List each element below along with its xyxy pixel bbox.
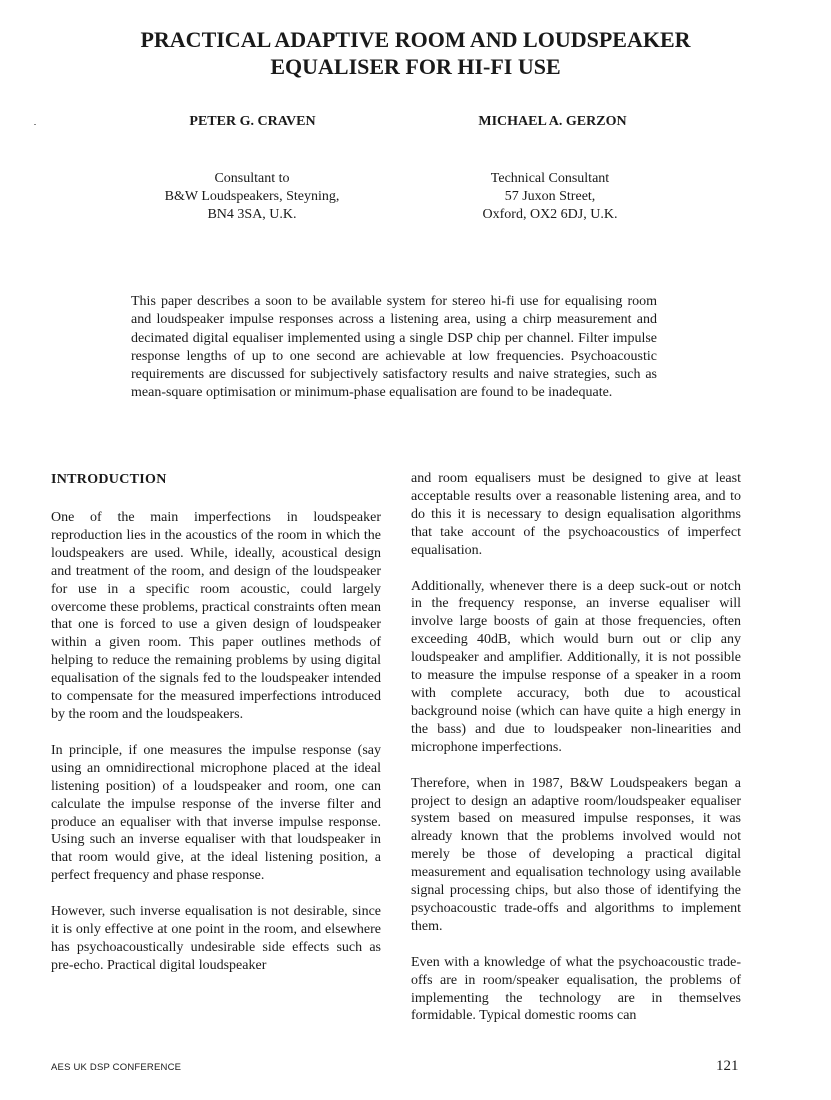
body-paragraph: One of the main imperfections in loudspeaker reproduction lies in the acoustics of the room in which the loudspeakers are used. While, ideally, acoustical design and treatment of the room, and design of the loudspeaker for use in a specific room acoustic, could largely overcome these problems, practical constraints often mean that one is forced to use a given design of loudspeaker within a given room. This paper outlines methods of helping to reduce the remaining problems by using digital equalisation of the signals fed to the loudspeaker intended to compensate for the measured imperfections introduced by the room and the loudspeakers. — [51, 510, 381, 722]
body-paragraph: and room equalisers must be designed to give at least acceptable results over a reasonable listening area, and to do this it is necessary to design equalisation algorithms that take account of the psychoacoustics of imperfect equalisation. — [411, 471, 741, 558]
right-column — [411, 470, 741, 1043]
page-number: 121 — [716, 1058, 739, 1074]
section-heading: INTRODUCTION — [51, 472, 167, 487]
author-name-2: MICHAEL A. GERZON — [478, 114, 627, 129]
footer-conference: AES UK DSP CONFERENCE — [51, 1062, 182, 1073]
body-paragraph: However, such inverse equalisation is not desirable, since it is only effective at one point in the room, and elsewhere has psychoacoustically undesirable side effects such as pre-echo. Practical digital loudspeaker — [51, 904, 381, 973]
body-paragraph: Therefore, when in 1987, B&W Loudspeakers began a project to design an adaptive room/loudspeaker equaliser system based on measured impulse responses, it was already known that the problems involved would not merely be those of developing a practical digital measurement and equalisation technology using available signal processing chips, but also those of identifying the psychoacoustic trade-offs and algorithms to implement them. — [411, 775, 741, 934]
affiliation-line: B&W Loudspeakers, Steyning, — [164, 189, 340, 204]
title-line-2: EQUALISER FOR HI-FI USE — [270, 54, 561, 79]
author-affiliation-1 — [122, 170, 382, 224]
title-line-1: PRACTICAL ADAPTIVE ROOM AND LOUDSPEAKER — [140, 27, 691, 52]
left-column — [51, 470, 381, 993]
scan-speck — [34, 124, 36, 125]
affiliation-line: Consultant to — [214, 171, 290, 186]
affiliation-line: 57 Juxon Street, — [504, 189, 596, 204]
abstract: This paper describes a soon to be available system for stereo hi-fi use for equalising room and loudspeaker impulse responses across a listening area, using a chirp measurement and decimated digital equaliser implemented using a single DSP chip per channel. Filter impulse response lengths of up to one second are achievable at low frequencies. Psychoacoustic requirements are discussed for subjectively satisfactory results and naive strategies, such as mean-square optimisation or minimum-phase equalisation are found to be inadequate. — [131, 294, 657, 401]
body-paragraph: In principle, if one measures the impulse response (say using an omnidirectional microphone placed at the ideal listening position) of a loudspeaker and room, one can calculate the impulse response of the inverse filter and produce an equaliser with that inverse impulse response. Using such an inverse equaliser with that loudspeaker in that room would give, at the ideal listening position, a perfect frequency and phase response. — [51, 742, 381, 884]
affiliation-line: BN4 3SA, U.K. — [207, 207, 297, 222]
author-affiliation-2 — [420, 170, 680, 224]
body-paragraph: Even with a knowledge of what the psychoacoustic trade-offs are in room/speaker equalisation, the problems of implementing the technology are in themselves formidable. Typical domestic rooms can — [411, 954, 741, 1024]
affiliation-line: Technical Consultant — [490, 171, 610, 186]
author-name-1: PETER G. CRAVEN — [189, 114, 316, 129]
body-paragraph: Additionally, whenever there is a deep suck-out or notch in the frequency response, an inverse equaliser will involve large boosts of gain at those frequencies, often exceeding 40dB, which would burn out or clip any loudspeaker and amplifier. Additionally, it is not possible to measure the impulse response of a speaker in a room with complete accuracy, both due to acoustical background noise (which can have quite a high energy in the bass) and due to loudspeaker non-linearities and microphone imperfections. — [411, 578, 741, 755]
paper-title — [60, 26, 771, 80]
affiliation-line: Oxford, OX2 6DJ, U.K. — [482, 207, 618, 222]
